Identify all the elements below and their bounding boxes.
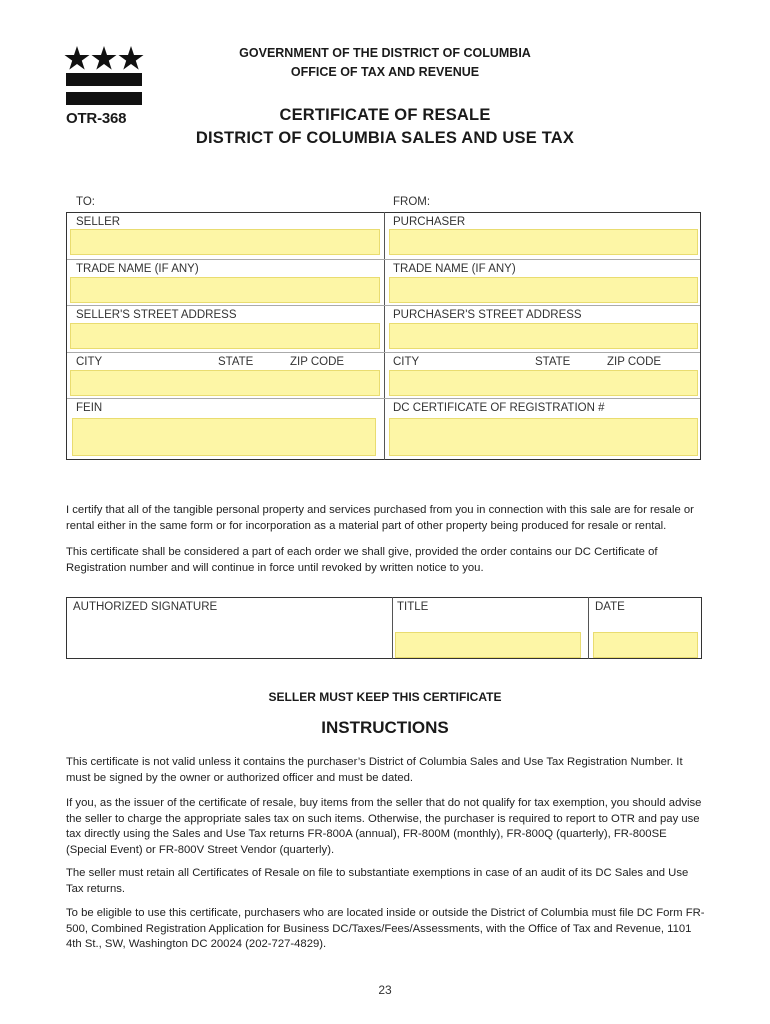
seller-city-label: CITY [76, 356, 103, 368]
purchaser-trade-name-label: TRADE NAME (IF ANY) [393, 263, 516, 275]
seller-address-label: SELLER'S STREET ADDRESS [76, 309, 237, 321]
fein-label: FEIN [76, 402, 103, 414]
instructions-paragraph: To be eligible to use this certificate, purchasers who are located inside or outside the District of Columbia must file DC Form FR-500, Combined Registration Application for Business DC/Taxes/Fees/Assessments, with the Office of Tax and Revenue, 1101 4th St., SW, Washington DC 20024 (202-727-4829). [66, 907, 705, 950]
seller-city-state-zip-field[interactable] [70, 370, 380, 396]
row-separator [67, 305, 700, 306]
flag-bar-bottom [66, 92, 142, 105]
registration-label: DC CERTIFICATE OF REGISTRATION # [393, 402, 605, 414]
signature-divider [392, 597, 393, 659]
form-title: CERTIFICATE OF RESALE [279, 106, 491, 124]
registration-number-field[interactable] [389, 418, 698, 456]
seller-label: SELLER [76, 216, 121, 228]
title-field[interactable] [395, 632, 581, 658]
agency-line-1: GOVERNMENT OF THE DISTRICT OF COLUMBIA [239, 46, 531, 60]
purchaser-address-label: PURCHASER'S STREET ADDRESS [393, 309, 582, 321]
page-number: 23 [378, 983, 392, 997]
date-field[interactable] [593, 632, 698, 658]
fein-field[interactable] [72, 418, 376, 456]
row-separator [67, 259, 700, 260]
to-label: TO: [76, 196, 95, 208]
purchaser-city-label: CITY [393, 356, 420, 368]
purchaser-trade-name-field[interactable] [389, 277, 698, 303]
purchaser-address-field[interactable] [389, 323, 698, 349]
instructions-paragraph: The seller must retain all Certificates of Resale on file to substantiate exemptions in case of an audit of its DC Sales and Use Tax returns. [66, 867, 689, 895]
seller-address-field[interactable] [70, 323, 380, 349]
agency-line-2: OFFICE OF TAX AND REVENUE [290, 65, 480, 79]
row-separator [67, 398, 700, 399]
purchaser-city-state-zip-field[interactable] [389, 370, 698, 396]
purchaser-name-field[interactable] [389, 229, 698, 255]
purchaser-state-label: STATE [535, 356, 571, 368]
seller-keep-notice: SELLER MUST KEEP THIS CERTIFICATE [268, 690, 502, 704]
row-separator [67, 352, 700, 353]
instructions-heading: INSTRUCTIONS [321, 718, 449, 737]
form-subtitle: DISTRICT OF COLUMBIA SALES AND USE TAX [195, 129, 575, 147]
certification-paragraph: This certificate shall be considered a part of each order we shall give, provided the order contains our DC Certificate of Registration number and will continue in force until revoked by written notice to you. [66, 546, 658, 574]
seller-name-field[interactable] [70, 229, 380, 255]
seller-zip-label: ZIP CODE [290, 356, 345, 368]
authorized-signature-field[interactable] [68, 616, 390, 656]
authorized-signature-label: AUTHORIZED SIGNATURE [73, 601, 218, 613]
instructions-paragraph: If you, as the issuer of the certificate of resale, buy items from the seller that do not qualify for tax exemption, you should advise the seller to charge the appropriate sales tax on such items. Otherwise, the purchaser is required to report to OTR and pay use tax directly using the Sales and Use Tax returns FR-800A (annual), FR-800M (monthly), FR-800Q (quarterly), FR-800SE (Special Event) or FR-800V Street Vendor (quarterly). [66, 797, 702, 856]
signature-divider [588, 597, 589, 659]
purchaser-label: PURCHASER [393, 216, 466, 228]
date-label: DATE [595, 601, 625, 613]
certification-paragraph: I certify that all of the tangible personal property and services purchased from you in connection with this sale are for resale or rental either in the same form or for incorporation as a material part of other property being produced for resale or rental. [66, 504, 694, 532]
from-label: FROM: [393, 196, 431, 208]
purchaser-zip-label: ZIP CODE [607, 356, 662, 368]
form-number: OTR-368 [66, 110, 127, 127]
seller-trade-name-field[interactable] [70, 277, 380, 303]
seller-state-label: STATE [218, 356, 254, 368]
instructions-paragraph: This certificate is not valid unless it contains the purchaser’s District of Columbia Sales and Use Tax Registration Number. It must be signed by the owner or authorized officer and must be dated. [66, 756, 683, 784]
title-label: TITLE [397, 601, 429, 613]
seller-trade-name-label: TRADE NAME (IF ANY) [76, 263, 199, 275]
grid-divider [384, 212, 385, 460]
